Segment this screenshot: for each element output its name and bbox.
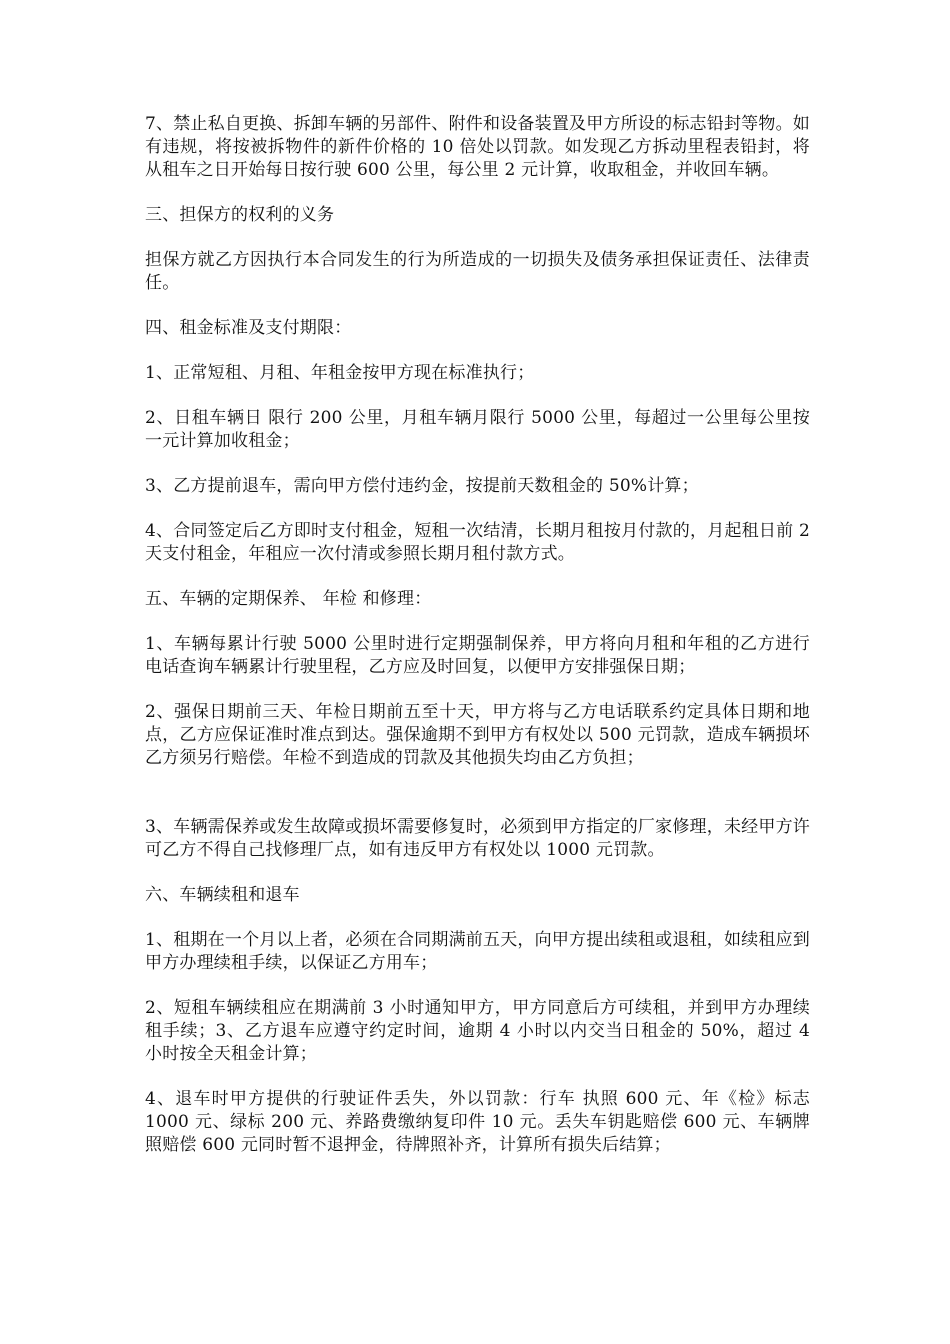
clause-5-1-paragraph: 1、车辆每累计行驶 5000 公里时进行定期强制保养，甲方将向月租和年租的乙方进行电话查询车辆累计行驶里程，乙方应及时回复，以便甲方安排强保日期； [145, 634, 810, 677]
clause-5-3-paragraph: 3、车辆需保养或发生故障或损坏需要修复时，必须到甲方指定的厂家修理，未经甲方许可乙方不得自己找修理厂点，如有违反甲方有权处以 1000 元罚款。 [145, 817, 810, 860]
clause-4-3-paragraph: 3、乙方提前退车，需向甲方偿付违约金，按提前天数租金的 50%计算； [145, 476, 699, 496]
section-4-heading: 四、租金标准及支付期限： [145, 318, 352, 338]
section-3-heading: 三、担保方的权利的义务 [145, 205, 335, 225]
guarantor-obligation-paragraph: 担保方就乙方因执行本合同发生的行为所造成的一切损失及债务承担保证责任、法律责任。 [145, 250, 810, 293]
document-body [145, 113, 810, 1179]
section-5-heading: 五、车辆的定期保养、 年检 和修理： [145, 589, 432, 609]
clause-4-1-paragraph: 1、正常短租、月租、年租金按甲方现在标准执行； [145, 363, 535, 383]
section-6-heading: 六、车辆续租和退车 [145, 885, 300, 905]
clause-6-2-paragraph: 2、短租车辆续租应在期满前 3 小时通知甲方，甲方同意后方可续租，并到甲方办理续租手续；3、乙方退车应遵守约定时间，逾期 4 小时以内交当日租金的 50%，超过 4 小时按全天租金计算； [145, 998, 810, 1064]
clause-5-2-paragraph: 2、强保日期前三天、年检日期前五至十天，甲方将与乙方电话联系约定具体日期和地点，乙方应保证准时准点到达。强保逾期不到甲方有权处以 500 元罚款，造成车辆损坏乙方须另行赔偿。年检不到造成的罚款及其他损失均由乙方负担； [145, 702, 810, 768]
clause-6-1-paragraph: 1、租期在一个月以上者，必须在合同期满前五天，向甲方提出续租或退租，如续租应到甲方办理续租手续，以保证乙方用车； [145, 930, 810, 973]
clause-6-4-paragraph: 4、退车时甲方提供的行驶证件丢失，外以罚款：行车 执照 600 元、年《检》标志 1000 元、绿标 200 元、养路费缴纳复印件 10 元。丢失车钥匙赔偿 600 元、车辆牌照赔偿 600 元同时暂不退押金，待牌照补齐，计算所有损失后结算； [145, 1089, 810, 1155]
clause-4-2-paragraph: 2、日租车辆日 限行 200 公里，月租车辆月限行 5000 公里，每超过一公里每公里按一元计算加收租金； [145, 408, 810, 451]
clause-7-paragraph: 7、禁止私自更换、拆卸车辆的另部件、附件和设备装置及甲方所设的标志铅封等物。如有违规，将按被拆物件的新件价格的 10 倍处以罚款。如发现乙方拆动里程表铅封，将从租车之日开始每日按行驶 600 公里，每公里 2 元计算，收取租金，并收回车辆。 [145, 114, 810, 180]
clause-4-4-paragraph: 4、合同签定后乙方即时支付租金，短租一次结清，长期月租按月付款的，月起租日前 2 天支付租金，年租应一次付清或参照长期月租付款方式。 [145, 521, 810, 564]
